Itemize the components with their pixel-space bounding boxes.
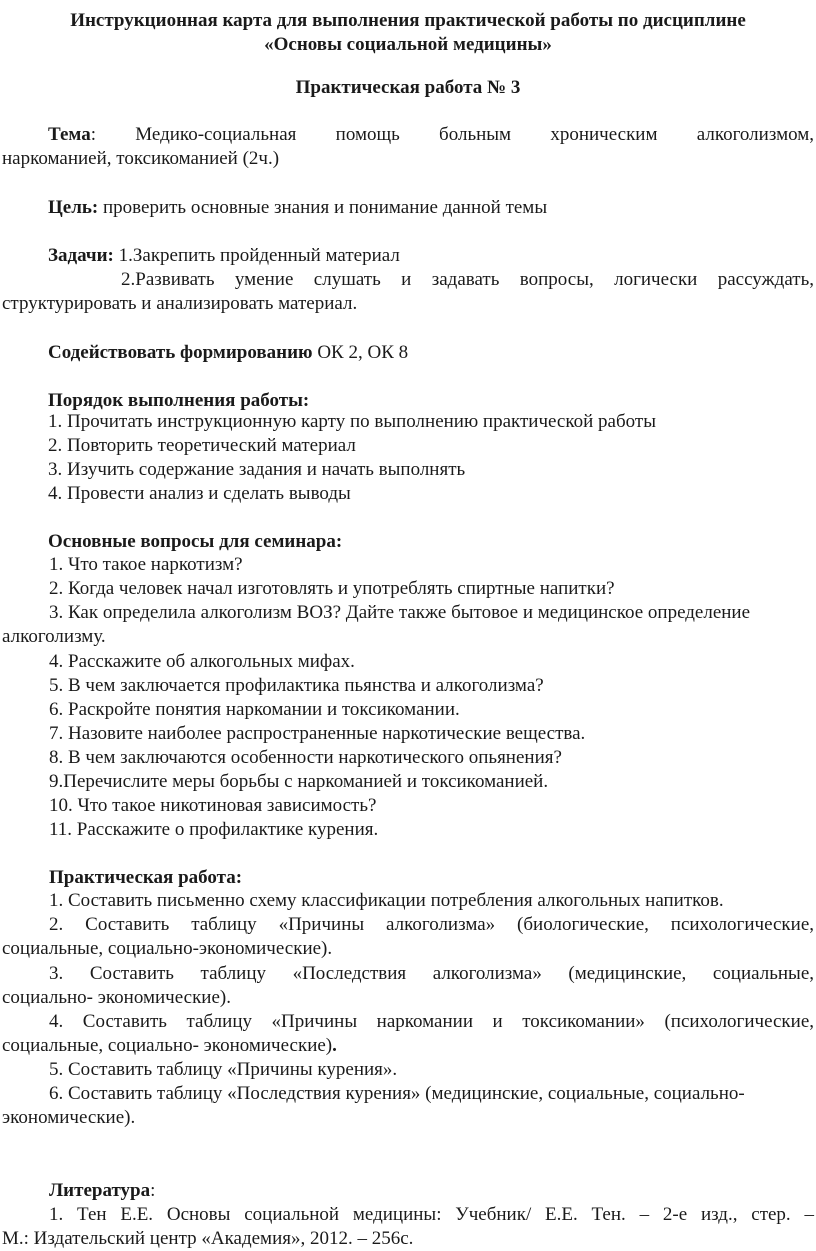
topic-line2: наркоманией, токсикоманией (2ч.) [2,148,280,169]
practical-item: 2. Составить таблицу «Причины алкоголизма» (биологические, психологические, [49,914,814,935]
goal-text: проверить основные знания и понимание данной темы [103,197,548,218]
literature-item-continuation: М.: Издательский центр «Академия», 2012. – 256с. [2,1228,414,1249]
questions-heading: Основные вопросы для семинара: [48,531,343,552]
question-item: 11. Расскажите о профилактике курения. [49,819,379,840]
goal-line [48,196,547,220]
procedure-heading: Порядок выполнения работы: [48,390,310,411]
practical-item: 4. Составить таблицу «Причины наркомании и токсикомании» (психологические, [49,1011,814,1032]
question-item: 2. Когда человек начал изготовлять и употреблять спиртные напитки? [49,578,615,599]
competencies-label: Содействовать формированию [48,342,313,363]
topic-line1: Тема: Медико-социальная помощь больным хроническим алкоголизмом, [48,124,814,145]
question-item: 9.Перечислите меры борьбы с наркоманией и токсикоманией. [49,771,549,792]
practical-heading: Практическая работа: [49,867,243,888]
procedure-item: 4. Провести анализ и сделать выводы [48,483,351,504]
question-item: 6. Раскройте понятия наркомании и токсикомании. [49,699,460,720]
question-item: 5. В чем заключается профилактика пьянства и алкоголизма? [49,675,544,696]
competencies-line [48,341,408,365]
practical-item: 3. Составить таблицу «Последствия алкоголизма» (медицинские, социальные, [49,963,814,984]
practical-item: 1. Составить письменно схему классификации потребления алкогольных напитков. [49,890,724,911]
tasks-label: Задачи: [48,245,114,266]
literature-item: 1. Тен Е.Е. Основы социальной медицины: Учебник/ Е.Е. Тен. – 2-е изд., стер. – [49,1204,814,1225]
question-item: 4. Расскажите об алкогольных мифах. [49,651,355,672]
procedure-item: 2. Повторить теоретический материал [48,435,356,456]
question-item: 7. Назовите наиболее распространенные наркотические вещества. [49,723,586,744]
question-item-continuation: алкоголизму. [2,626,106,647]
practical-item-continuation: социально- экономические). [2,987,231,1008]
task-item-2-line2: структурировать и анализировать материал. [2,293,358,314]
question-item: 8. В чем заключаются особенности наркотического опьянения? [49,747,562,768]
topic-text: Медико-социальная помощь больным хроническим алкоголизмом, [135,124,814,145]
question-item: 1. Что такое наркотизм? [49,554,243,575]
document-title-line1: Инструкционная карта для выполнения практической работы по дисциплине [70,10,746,31]
topic-label: Тема [48,124,91,145]
procedure-item: 3. Изучить содержание задания и начать выполнять [48,459,466,480]
practical-item-continuation: экономические). [2,1107,136,1128]
tasks-line1 [48,244,400,268]
practical-item: 6. Составить таблицу «Последствия курения» (медицинские, социальные, социально- [49,1083,745,1104]
question-item: 10. Что такое никотиновая зависимость? [49,795,377,816]
question-item: 3. Как определила алкоголизм ВОЗ? Дайте также бытовое и медицинское определение [49,602,751,623]
literature-heading: Литература [49,1180,151,1201]
practical-item-continuation: социальные, социально- экономические). [2,1035,337,1056]
task-item-2-line1: 2.Развивать умение слушать и задавать вопросы, логически рассуждать, [121,269,814,290]
goal-label: Цель: [48,197,99,218]
work-number-title: Практическая работа № 3 [295,77,521,98]
task-item-1: 1.Закрепить пройденный материал [118,245,400,266]
competencies-text: ОК 2, ОК 8 [317,342,409,363]
procedure-item: 1. Прочитать инструкционную карту по выполнению практической работы [48,411,656,432]
practical-item: 5. Составить таблицу «Причины курения». [49,1059,398,1080]
document-title-line2: «Основы социальной медицины» [264,34,552,55]
practical-item-continuation: социальные, социально-экономические). [2,938,333,959]
literature-heading-line: Литература: [49,1180,156,1201]
